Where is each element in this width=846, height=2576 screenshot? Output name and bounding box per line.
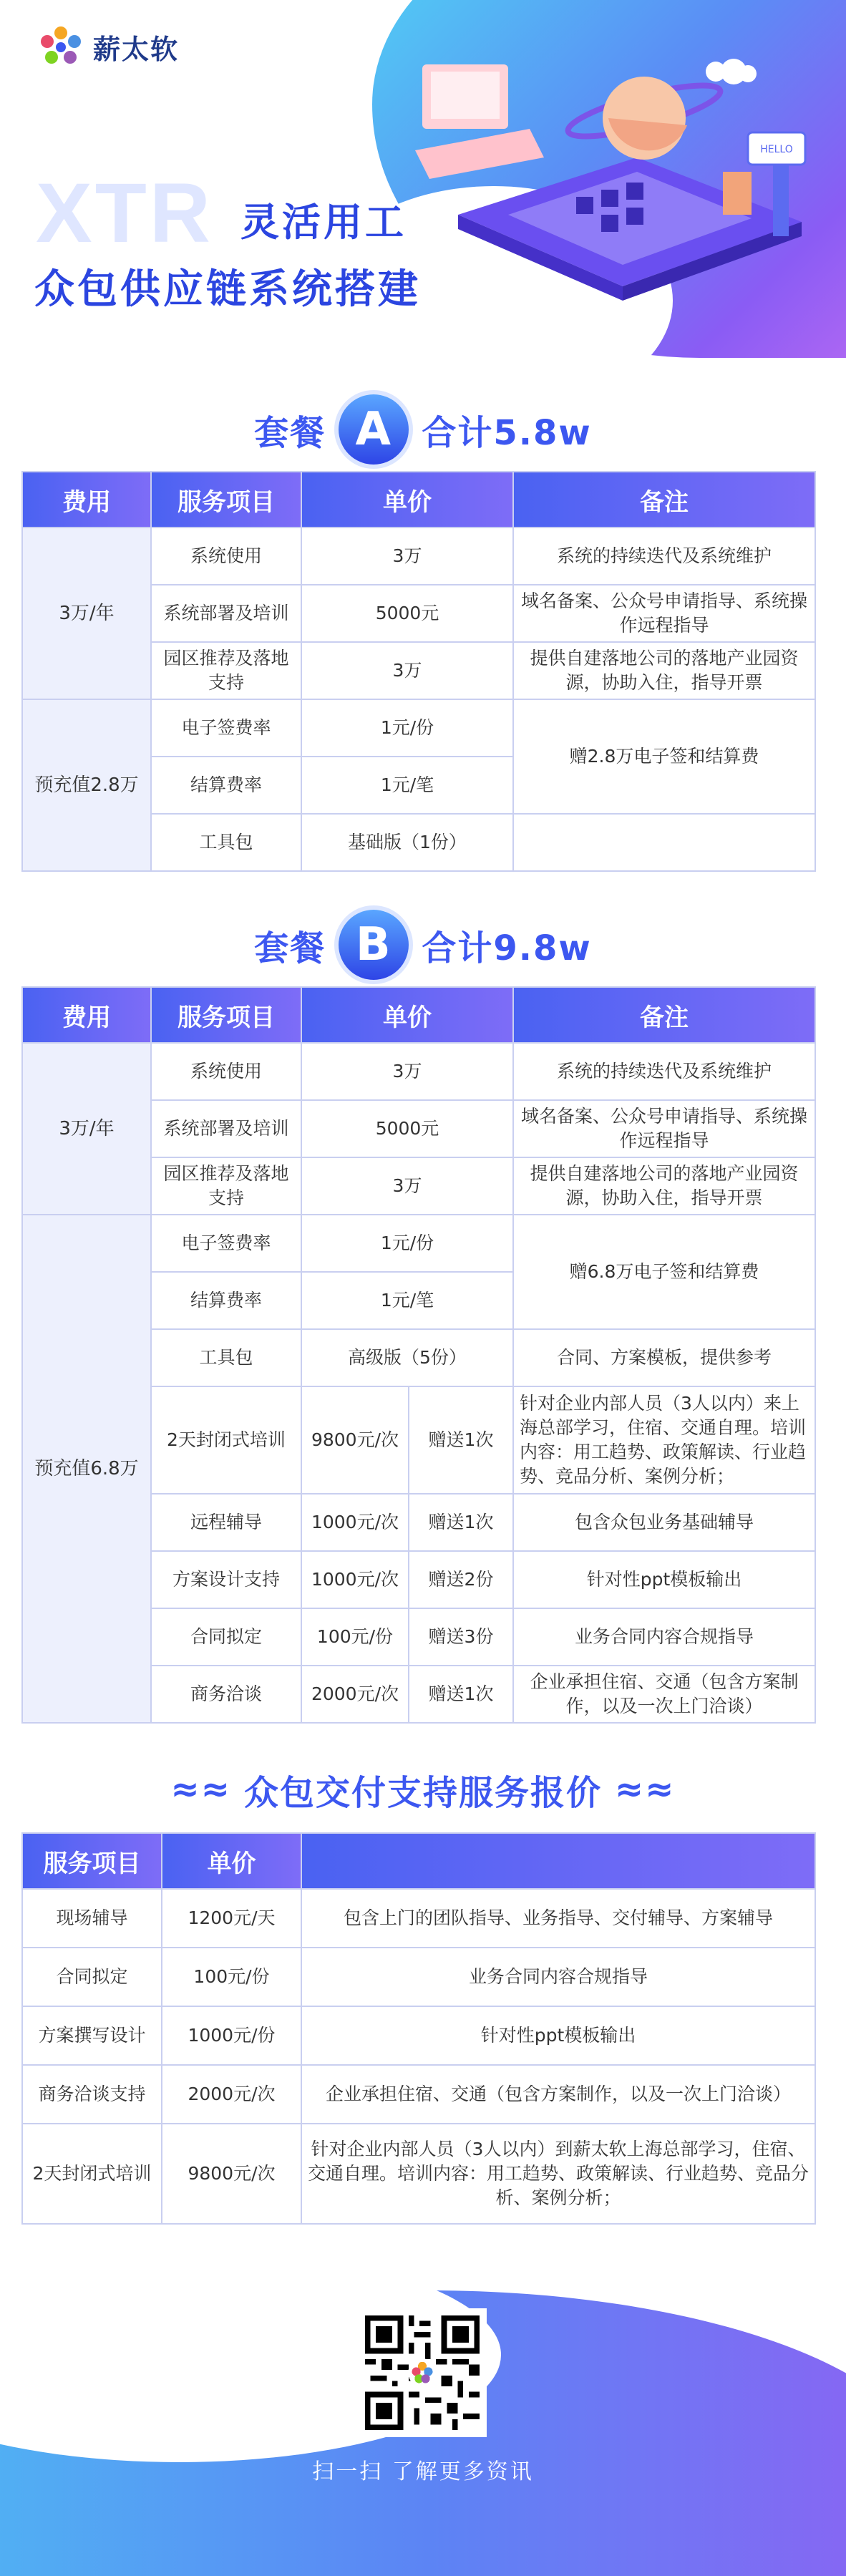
package-b-title-post: 合计9.8w: [422, 928, 592, 968]
header-fee: 费用: [22, 987, 151, 1043]
package-a-title-post: 合计5.8w: [422, 412, 592, 453]
table-row: [22, 2124, 815, 2224]
note-cell: 业务合同内容合规指导: [301, 1948, 815, 2006]
delivery-title-text: 众包交付支持服务报价: [243, 1772, 602, 1813]
note-cell: 针对企业内部人员（3人以内）来上海总部学习，住宿、交通自理。培训内容：用工趋势、政策解读、行业趋势、竞品分析、案例分析；: [513, 1386, 815, 1494]
price-cell: 3万: [301, 1043, 513, 1100]
hero-banner: [0, 0, 846, 379]
note-cell: 提供自建落地公司的落地产业园资源，协助入住，指导开票: [513, 1157, 815, 1215]
header-price: 单价: [301, 472, 513, 528]
hero-watermark: XTR: [36, 166, 213, 261]
header-item: 服务项目: [151, 987, 301, 1043]
scan-caption: 扫一扫 了解更多资讯: [312, 2459, 534, 2484]
wave-icon: ≈≈: [170, 1769, 231, 1809]
gift-cell: 赠送1次: [409, 1494, 513, 1551]
price-cell: 2000元/次: [162, 2065, 301, 2124]
item-cell: 电子签费率: [151, 699, 301, 757]
price-cell: 高级版（5份）: [301, 1329, 513, 1386]
note-cell: [513, 814, 815, 871]
table-header-row: [22, 472, 815, 528]
item-cell: 工具包: [151, 814, 301, 871]
wave-icon: ≈≈: [615, 1769, 676, 1809]
price-cell: 5000元: [301, 1100, 513, 1157]
package-a-table: [21, 471, 816, 872]
item-cell: 结算费率: [151, 1272, 301, 1329]
hero-title-line2: 众包供应链系统搭建: [34, 266, 421, 313]
delivery-table: [21, 1832, 816, 2225]
price-cell: 100元/份: [162, 1948, 301, 2006]
gift-cell: 赠送1次: [409, 1666, 513, 1723]
price-cell: 基础版（1份）: [301, 814, 513, 871]
table-row: [22, 1215, 815, 1272]
table-row: [22, 699, 815, 757]
note-cell: 包含众包业务基础辅导: [513, 1494, 815, 1551]
price-cell: 1元/份: [301, 1215, 513, 1272]
note-cell: 针对性ppt模板输出: [513, 1551, 815, 1608]
header-item: 服务项目: [22, 1833, 162, 1889]
note-cell: 合同、方案模板，提供参考: [513, 1329, 815, 1386]
header-note: 备注: [513, 987, 815, 1043]
note-cell: 企业承担住宿、交通（包含方案制作，以及一次上门洽谈）: [301, 2065, 815, 2124]
header-note: 备注: [513, 472, 815, 528]
price-cell: 1000元/次: [301, 1551, 409, 1608]
package-b-badge: B: [339, 910, 409, 980]
item-cell: 2天封闭式培训: [151, 1386, 301, 1494]
fee-cell: 预充值2.8万: [22, 699, 151, 871]
item-cell: 工具包: [151, 1329, 301, 1386]
package-b-table: [21, 986, 816, 1724]
brand-logo-icon: [37, 26, 84, 67]
price-cell: 3万: [301, 1157, 513, 1215]
price-cell: 5000元: [301, 585, 513, 642]
price-cell: 1000元/份: [162, 2006, 301, 2065]
hello-sign: HELLO: [760, 144, 793, 155]
item-cell: 结算费率: [151, 757, 301, 814]
header-price: 单价: [162, 1833, 301, 1889]
note-cell: 针对企业内部人员（3人以内）到薪太软上海总部学习，住宿、交通自理。培训内容：用工趋势、政策解读、行业趋势、竞品分析、案例分析；: [301, 2124, 815, 2224]
price-cell: 1元/笔: [301, 757, 513, 814]
package-a-title-pre: 套餐: [254, 412, 326, 453]
header-note: [301, 1833, 815, 1889]
fee-cell: 3万/年: [22, 1043, 151, 1215]
note-cell: 企业承担住宿、交通（包含方案制作，以及一次上门洽谈）: [513, 1666, 815, 1723]
table-row: [22, 2065, 815, 2124]
note-cell: 针对性ppt模板输出: [301, 2006, 815, 2065]
header-item: 服务项目: [151, 472, 301, 528]
item-cell: 方案撰写设计: [22, 2006, 162, 2065]
note-cell: 赠6.8万电子签和结算费: [513, 1215, 815, 1329]
price-cell: 2000元/次: [301, 1666, 409, 1723]
price-cell: 1元/份: [301, 699, 513, 757]
item-cell: 系统使用: [151, 1043, 301, 1100]
gift-cell: 赠送1次: [409, 1386, 513, 1494]
fee-cell: 3万/年: [22, 528, 151, 699]
note-cell: 提供自建落地公司的落地产业园资源，协助入住，指导开票: [513, 642, 815, 699]
note-cell: 域名备案、公众号申请指导、系统操作远程指导: [513, 1100, 815, 1157]
package-b-title: [0, 902, 846, 988]
price-cell: 9800元/次: [301, 1386, 409, 1494]
item-cell: 商务洽谈: [151, 1666, 301, 1723]
item-cell: 商务洽谈支持: [22, 2065, 162, 2124]
item-cell: 系统部署及培训: [151, 1100, 301, 1157]
note-cell: 系统的持续迭代及系统维护: [513, 1043, 815, 1100]
item-cell: 2天封闭式培训: [22, 2124, 162, 2224]
package-a-badge: A: [339, 394, 409, 465]
note-cell: 系统的持续迭代及系统维护: [513, 528, 815, 585]
hero-illustration: [401, 50, 830, 336]
note-cell: 包含上门的团队指导、业务指导、交付辅导、方案辅导: [301, 1889, 815, 1948]
table-header-row: [22, 1833, 815, 1889]
price-cell: 1200元/天: [162, 1889, 301, 1948]
item-cell: 远程辅导: [151, 1494, 301, 1551]
item-cell: 合同拟定: [151, 1608, 301, 1666]
item-cell: 电子签费率: [151, 1215, 301, 1272]
price-cell: 100元/份: [301, 1608, 409, 1666]
price-cell: 3万: [301, 528, 513, 585]
brand-logo[interactable]: [37, 26, 179, 67]
header-price: 单价: [301, 987, 513, 1043]
item-cell: 系统使用: [151, 528, 301, 585]
price-cell: 3万: [301, 642, 513, 699]
price-cell: 1元/笔: [301, 1272, 513, 1329]
note-cell: 业务合同内容合规指导: [513, 1608, 815, 1666]
qr-code-icon: [365, 2315, 480, 2430]
table-row: [22, 1948, 815, 2006]
price-cell: 1000元/次: [301, 1494, 409, 1551]
gift-cell: 赠送3份: [409, 1608, 513, 1666]
qr-code[interactable]: [358, 2308, 487, 2437]
package-b-title-pre: 套餐: [254, 928, 326, 968]
table-header-row: [22, 987, 815, 1043]
gift-cell: 赠送2份: [409, 1551, 513, 1608]
item-cell: 园区推荐及落地支持: [151, 1157, 301, 1215]
hero-title-line1: 灵活用工: [240, 200, 407, 245]
item-cell: 合同拟定: [22, 1948, 162, 2006]
header-fee: 费用: [22, 472, 151, 528]
item-cell: 园区推荐及落地支持: [151, 642, 301, 699]
item-cell: 方案设计支持: [151, 1551, 301, 1608]
fee-cell: 预充值6.8万: [22, 1215, 151, 1723]
delivery-title: [0, 1746, 846, 1832]
note-cell: 赠2.8万电子签和结算费: [513, 699, 815, 814]
item-cell: 系统部署及培训: [151, 585, 301, 642]
item-cell: 现场辅导: [22, 1889, 162, 1948]
table-row: [22, 1043, 815, 1100]
note-cell: 域名备案、公众号申请指导、系统操作远程指导: [513, 585, 815, 642]
footer: [0, 2247, 846, 2576]
price-cell: 9800元/次: [162, 2124, 301, 2224]
table-row: [22, 528, 815, 585]
package-a-title: [0, 387, 846, 472]
table-row: [22, 1889, 815, 1948]
brand-name: 薪太软: [93, 33, 180, 65]
table-row: [22, 2006, 815, 2065]
